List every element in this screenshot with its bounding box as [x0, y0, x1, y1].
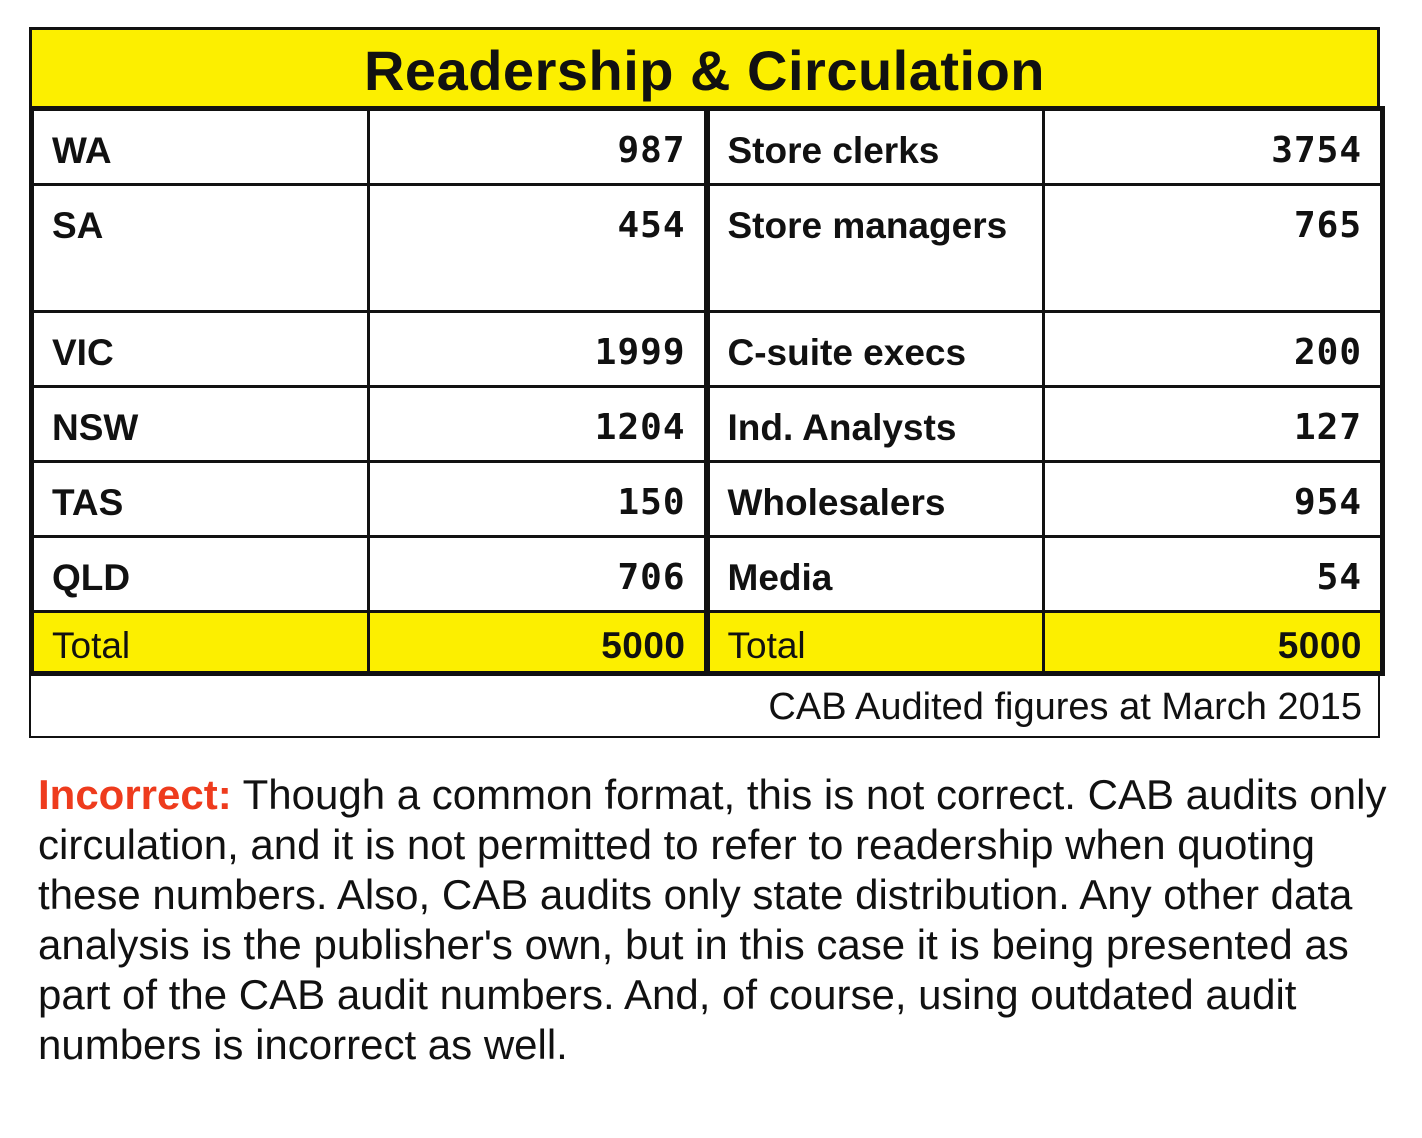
commentary-text: Though a common format, this is not correct. CAB audits only circulation, and it is not permitted to refer to readership when quoting these numbers. Also, CAB audits only state distribution. Any other data analysis is the publisher's own, but in this case it is being presented as part of the CAB audit numbers. And, of course, using outdated audit numbers is incorrect as well.: [38, 771, 1387, 1068]
state-label: WA: [32, 109, 369, 185]
state-value: 454: [369, 185, 707, 312]
commentary-paragraph: [38, 770, 1388, 1070]
segment-label: Media: [707, 537, 1044, 612]
table-row: [32, 537, 1383, 612]
segment-value: 3754: [1044, 109, 1383, 185]
state-value: 987: [369, 109, 707, 185]
state-label: TAS: [32, 462, 369, 537]
state-value: 1204: [369, 387, 707, 462]
readership-circulation-table-figure: [29, 27, 1380, 738]
segment-value: 54: [1044, 537, 1383, 612]
source-note: CAB Audited figures at March 2015: [29, 676, 1380, 738]
total-label: Total: [32, 612, 369, 674]
table-row: [32, 185, 1383, 312]
state-value: 1999: [369, 312, 707, 387]
state-label: SA: [32, 185, 369, 312]
table-row: [32, 387, 1383, 462]
verdict-label: Incorrect:: [38, 771, 232, 818]
table-row: [32, 109, 1383, 185]
state-value: 706: [369, 537, 707, 612]
readership-table: [29, 106, 1385, 676]
total-value: 5000: [1044, 612, 1383, 674]
table-row: [32, 312, 1383, 387]
segment-value: 765: [1044, 185, 1383, 312]
total-value: 5000: [369, 612, 707, 674]
state-value: 150: [369, 462, 707, 537]
table-title: Readership & Circulation: [29, 27, 1380, 106]
segment-label: Ind. Analysts: [707, 387, 1044, 462]
state-label: VIC: [32, 312, 369, 387]
state-label: QLD: [32, 537, 369, 612]
segment-label: Wholesalers: [707, 462, 1044, 537]
segment-label: Store managers: [707, 185, 1044, 312]
segment-label: C-suite execs: [707, 312, 1044, 387]
total-row: [32, 612, 1383, 674]
state-label: NSW: [32, 387, 369, 462]
segment-value: 200: [1044, 312, 1383, 387]
table-row: [32, 462, 1383, 537]
segment-value: 127: [1044, 387, 1383, 462]
segment-label: Store clerks: [707, 109, 1044, 185]
total-label: Total: [707, 612, 1044, 674]
segment-value: 954: [1044, 462, 1383, 537]
